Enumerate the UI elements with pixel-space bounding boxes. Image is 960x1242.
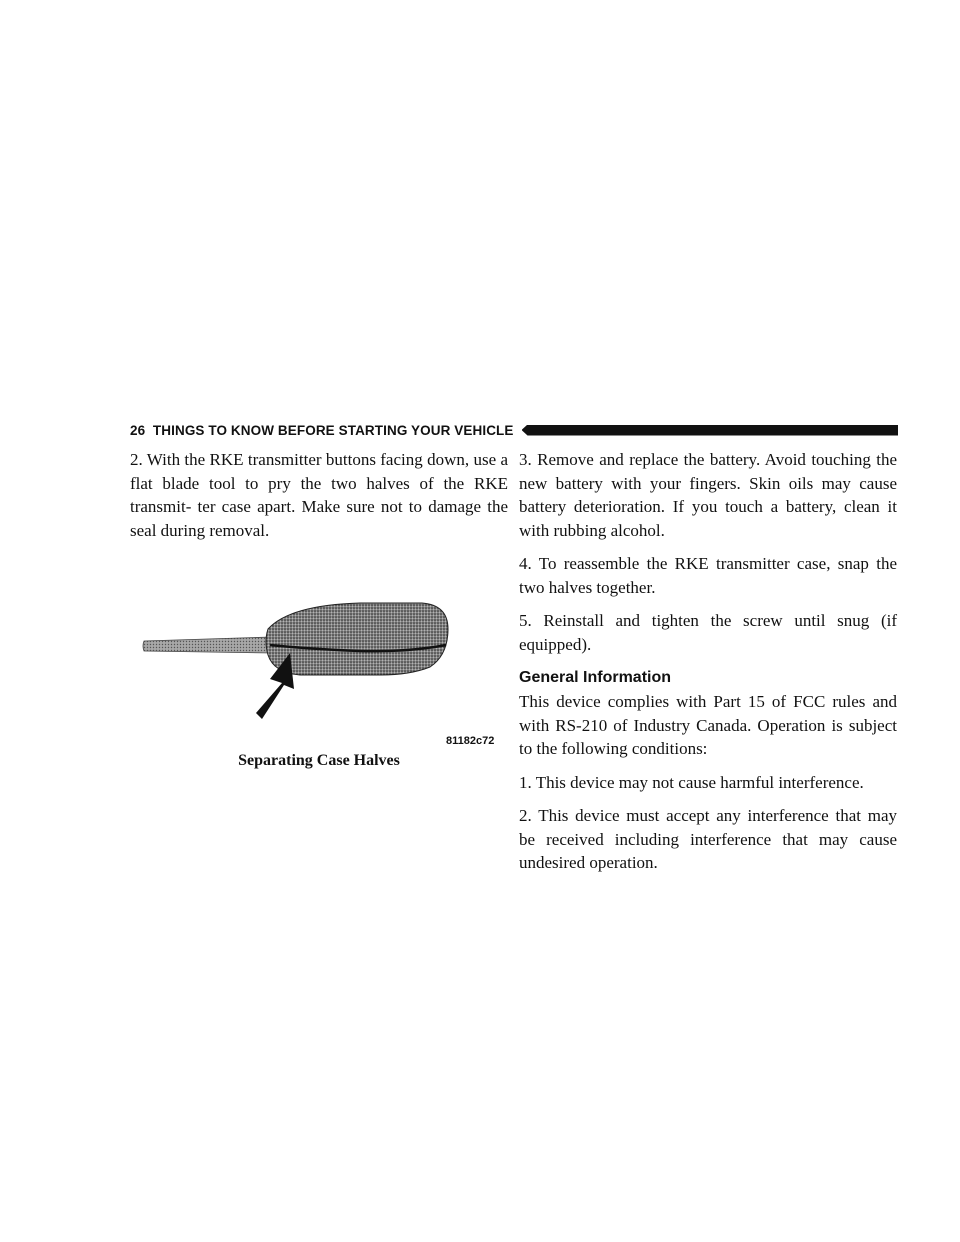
page-number: 26 [130,422,146,438]
figure-code: 81182c72 [446,735,495,747]
header-rule [522,425,899,436]
chapter-title: THINGS TO KNOW BEFORE STARTING YOUR VEHICLE [152,422,514,438]
fcc-paragraph: This device complies with Part 15 of FCC rules and with RS-210 of Industry Canada. Operation is subject to the following conditions: [519,692,897,758]
condition-2-paragraph: 2. This device must accept any interference that may be received including interference that may cause undesired operation. [519,806,897,872]
condition-1-paragraph: 1. This device may not cause harmful interference. [519,772,864,792]
section-title: General Information [519,669,672,686]
right-column [519,448,897,885]
left-column [130,448,508,552]
figure-caption: Separating Case Halves [238,752,400,769]
step-4-paragraph: 4. To reassemble the RKE transmitter case, snap the two halves together. [519,554,897,597]
header-text [130,423,514,438]
step-2-paragraph: 2. With the RKE transmitter buttons facing down, use a flat blade tool to pry the two halves of the RKE transmit- ter case apart. Make sure not to damage the seal during removal. [130,450,508,540]
step-5-paragraph: 5. Reinstall and tighten the screw until snug (if equipped). [519,611,897,654]
step-3-paragraph: 3. Remove and replace the battery. Avoid touching the new battery with your fingers. Skin oils may cause battery deterioration. If you touch a battery, clean it with rubbing alcohol. [519,450,897,540]
page-header [130,420,898,440]
